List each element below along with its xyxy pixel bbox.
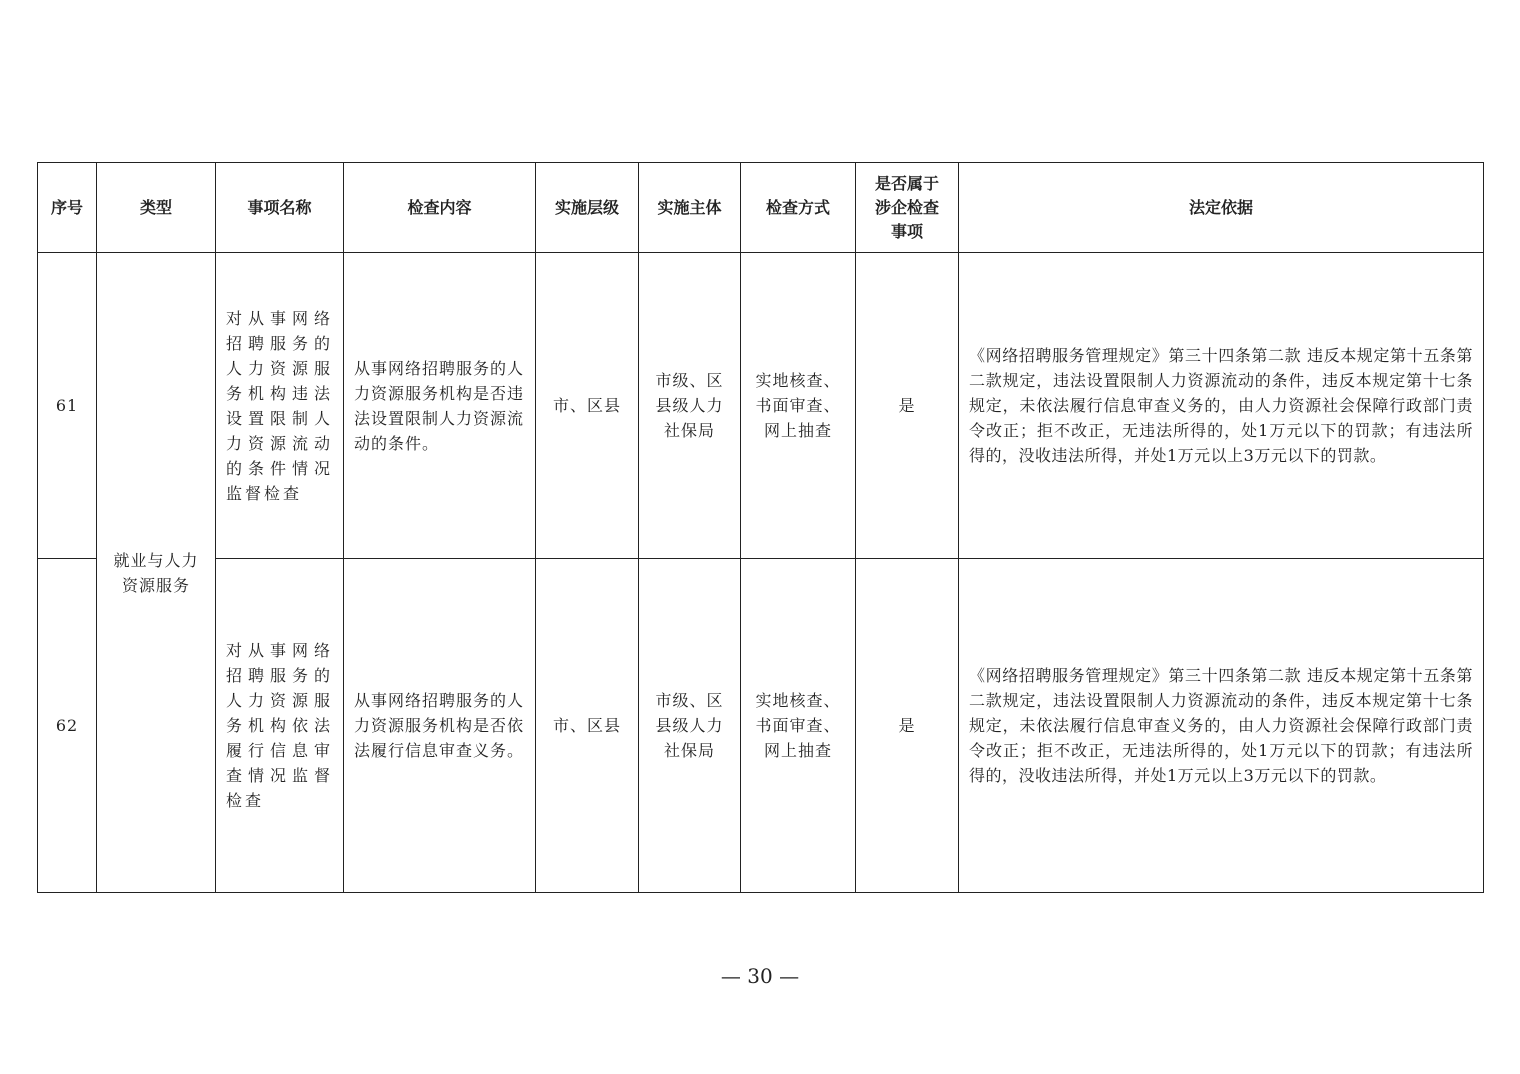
row-subject-text: 市级、区县级人力社保局 <box>655 691 724 760</box>
row-method-text: 实地核查、书面审查、网上抽查 <box>755 371 841 440</box>
header-enterprise-label: 是否属于涉企检查事项 <box>874 173 939 241</box>
header-level: 实施层级 <box>536 163 639 253</box>
header-item-name: 事项名称 <box>216 163 344 253</box>
header-subject: 实施主体 <box>639 163 741 253</box>
row-content <box>344 559 536 893</box>
header-basis: 法定依据 <box>959 163 1484 253</box>
header-method: 检查方式 <box>741 163 856 253</box>
row-basis-text: 《网络招聘服务管理规定》第三十四条第二款 违反本规定第十五条第二款规定，违法设置限制人力资源流动的条件，违反本规定第十七条规定，未依法履行信息审查义务的，由人力资源社会保障行政部门责令改正；拒不改正，无违法所得的，处1万元以下的罚款；有违法所得的，没收违法所得，并处1万元以上3万元以下的罚款。 <box>969 346 1473 465</box>
header-content: 检查内容 <box>344 163 536 253</box>
row-method <box>741 253 856 559</box>
row-enterprise: 是 <box>856 253 959 559</box>
row-basis-text: 《网络招聘服务管理规定》第三十四条第二款 违反本规定第十五条第二款规定，违法设置限制人力资源流动的条件，违反本规定第十七条规定，未依法履行信息审查义务的，由人力资源社会保障行政部门责令改正；拒不改正，无违法所得的，处1万元以下的罚款；有违法所得的，没收违法所得，并处1万元以上3万元以下的罚款。 <box>969 666 1473 785</box>
row-method-text: 实地核查、书面审查、网上抽查 <box>755 691 841 760</box>
table-row <box>38 559 1484 893</box>
inspection-items-table <box>37 162 1484 893</box>
row-content-text: 从事网络招聘服务的人力资源服务机构是否违法设置限制人力资源流动的条件。 <box>354 358 525 453</box>
row-subject-text: 市级、区县级人力社保局 <box>655 371 724 440</box>
header-enterprise <box>856 163 959 253</box>
row-item-name <box>216 559 344 893</box>
row-content-text: 从事网络招聘服务的人力资源服务机构是否依法履行信息审查义务。 <box>354 691 525 760</box>
row-type <box>97 253 216 893</box>
row-subject <box>639 559 741 893</box>
row-seq: 61 <box>38 253 97 559</box>
row-level: 市、区县 <box>536 559 639 893</box>
row-type-label: 就业与人力资源服务 <box>113 550 199 595</box>
row-enterprise: 是 <box>856 559 959 893</box>
page-number: — 30 — <box>720 964 800 988</box>
table-header-row <box>38 163 1484 253</box>
header-seq: 序号 <box>38 163 97 253</box>
row-basis <box>959 559 1484 893</box>
row-item-name-text: 对从事网络招聘服务的人力资源服务机构依法履行信息审查情况监督检查 <box>226 641 333 810</box>
row-method <box>741 559 856 893</box>
row-content <box>344 253 536 559</box>
row-item-name-text: 对从事网络招聘服务的人力资源服务机构违法设置限制人力资源流动的条件情况监督检查 <box>226 308 333 503</box>
row-item-name <box>216 253 344 559</box>
row-seq: 62 <box>38 559 97 893</box>
row-subject <box>639 253 741 559</box>
header-type: 类型 <box>97 163 216 253</box>
table-row <box>38 253 1484 559</box>
row-level: 市、区县 <box>536 253 639 559</box>
row-basis <box>959 253 1484 559</box>
